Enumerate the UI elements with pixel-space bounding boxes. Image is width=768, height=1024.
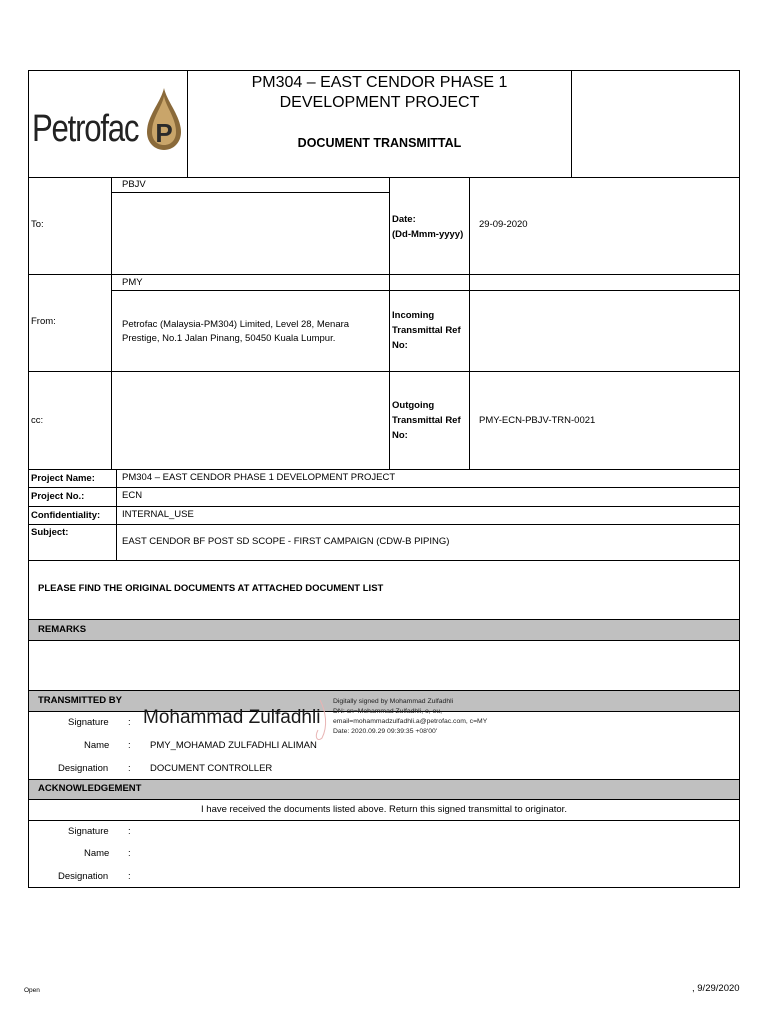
ack-designation-label: Designation <box>58 871 109 882</box>
from-address: Petrofac (Malaysia-PM304) Limited, Level 28, Menara Prestige, No.1 Jalan Pinang, 50450 Kuala Lumpur. <box>122 319 350 344</box>
subject-label: Subject: <box>31 527 69 538</box>
outgoing-ref-value: PMY-ECN-PBJV-TRN-0021 <box>479 415 596 426</box>
ack-signature-colon: : <box>128 826 131 837</box>
from-company: PMY <box>122 277 143 288</box>
cc-label: cc: <box>31 415 44 426</box>
date-value: 29-09-2020 <box>479 219 528 230</box>
title-line-1: PM304 – EAST CENDOR PHASE 1 <box>251 74 508 91</box>
footer-classification: Open <box>24 987 40 994</box>
tb-designation-value: DOCUMENT CONTROLLER <box>150 763 273 774</box>
project-name-value: PM304 – EAST CENDOR PHASE 1 DEVELOPMENT PROJECT <box>122 472 396 483</box>
signature-value: Mohammad Zulfadhli <box>143 707 321 728</box>
remarks-header: REMARKS <box>38 624 87 635</box>
transmitted-by-header: TRANSMITTED BY <box>38 695 122 706</box>
document-type: DOCUMENT TRANSMITTAL <box>297 136 462 150</box>
tb-signature-colon: : <box>128 717 131 728</box>
from-label: From: <box>31 316 56 327</box>
tb-signature-label: Signature <box>68 717 109 728</box>
tb-designation-colon: : <box>128 763 131 774</box>
title-line-2: DEVELOPMENT PROJECT <box>279 94 480 111</box>
ack-designation-colon: : <box>128 871 131 882</box>
project-no-value: ECN <box>122 490 143 501</box>
tb-name-value: PMY_MOHAMAD ZULFADHLI ALIMAN <box>150 740 317 751</box>
subject-value: EAST CENDOR BF POST SD SCOPE - FIRST CAMPAIGN (CDW-B PIPING) <box>122 536 450 547</box>
confidentiality-label: Confidentiality: <box>31 510 101 521</box>
company-logo <box>30 86 185 158</box>
ack-signature-label: Signature <box>68 826 109 837</box>
petrofac-drop-icon <box>145 86 183 152</box>
to-label: To: <box>31 219 44 230</box>
tb-name-label: Name <box>84 740 110 751</box>
footer-date: , 9/29/2020 <box>692 983 740 994</box>
acknowledgement-header: ACKNOWLEDGEMENT <box>38 783 142 794</box>
acknowledgement-statement: I have received the documents listed above. Return this signed transmittal to originator. <box>201 804 567 815</box>
logo-wordmark: Petrofac <box>32 108 139 150</box>
tb-designation-label: Designation <box>58 763 109 774</box>
outgoing-ref-label: Outgoing Transmittal Ref No: <box>392 400 461 441</box>
confidentiality-value: INTERNAL_USE <box>122 509 194 520</box>
notice-text: PLEASE FIND THE ORIGINAL DOCUMENTS AT ATTACHED DOCUMENT LIST <box>38 583 384 594</box>
date-label: Date: (Dd-Mmm-yyyy) <box>392 214 464 240</box>
ack-name-label: Name <box>84 848 110 859</box>
digital-signature-stamp: Digitally signed by Mohammad Zulfadhli DN: cn=Mohammad Zulfadhli, o, ou, email=mohammadzulfadhli.a@petrofac.com, c=MY Date: 2020.09.29 09:39:35 +08'00' <box>333 698 488 735</box>
to-company: PBJV <box>122 179 146 190</box>
project-name-label: Project Name: <box>31 473 95 484</box>
ack-name-colon: : <box>128 848 131 859</box>
tb-name-colon: : <box>128 740 131 751</box>
incoming-ref-label: Incoming Transmittal Ref No: <box>392 310 461 351</box>
logo-mark: P <box>155 118 173 148</box>
project-no-label: Project No.: <box>31 491 85 502</box>
project-title <box>188 72 571 150</box>
